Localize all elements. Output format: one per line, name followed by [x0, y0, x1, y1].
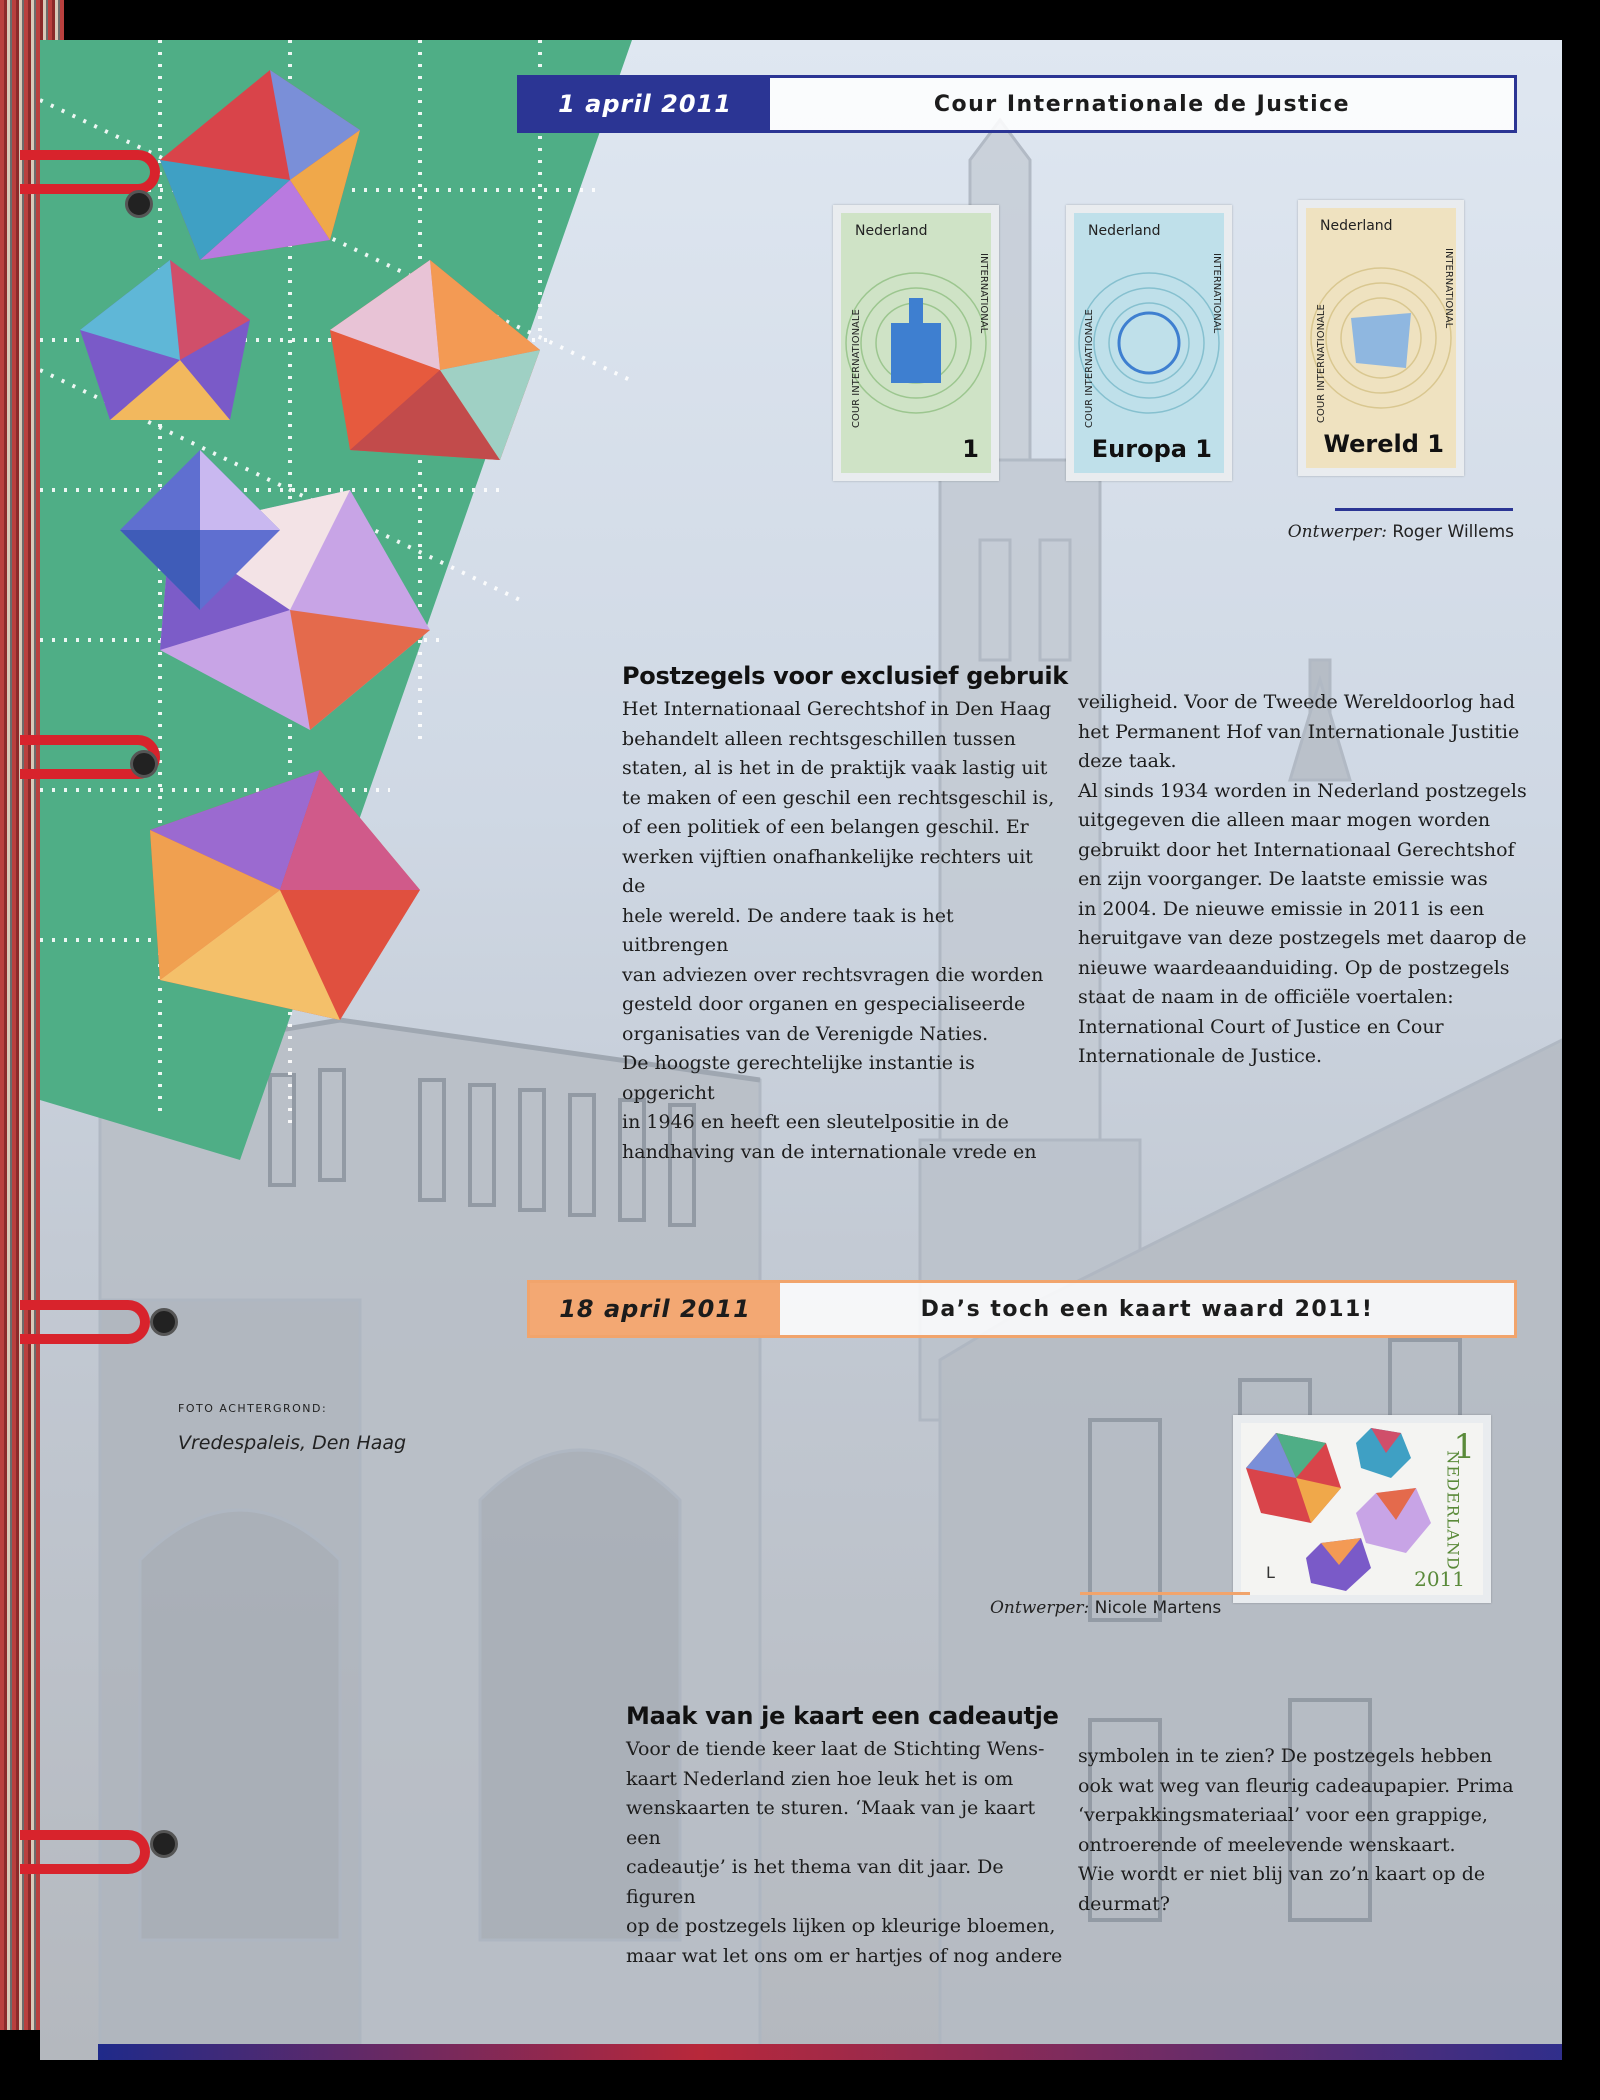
article-1-column-2	[1078, 688, 1528, 1072]
article-line: ook wat weg van fleurig cadeaupapier. Prima	[1078, 1774, 1514, 1797]
svg-text:COUR INTERNATIONALE: COUR INTERNATIONALE	[851, 309, 862, 428]
article-line: International Court of Justice en Cour	[1078, 1015, 1444, 1038]
designer-credit-2	[990, 1598, 1221, 1618]
svg-text:INTERNATIONAL: INTERNATIONAL	[1211, 253, 1222, 334]
article-line: of een politiek of een belangen geschil. Er	[622, 816, 1029, 838]
designer-label: Ontwerper:	[1287, 522, 1388, 542]
article-line: Al sinds 1934 worden in Nederland postzegels	[1078, 779, 1527, 802]
article-line: hele wereld. De andere taak is het uitbrengen	[622, 904, 954, 956]
article-line: en zijn voorganger. De laatste emissie was	[1078, 868, 1488, 890]
article-line: werken vijftien onafhankelijke rechters uit de	[622, 845, 1033, 897]
article-heading-2: Maak van je kaart een cadeautje	[626, 1702, 1059, 1730]
article-1-column-1	[622, 695, 1062, 1167]
binder-ring-3	[20, 1300, 150, 1344]
article-line: nieuwe waardeaanduiding. Op de postzegels	[1078, 956, 1510, 979]
svg-text:L: L	[1266, 1563, 1275, 1582]
section-title: Cour Internationale de Justice	[770, 78, 1514, 130]
stamp-country: Nederland	[855, 223, 928, 239]
stamp-cij-design	[1306, 208, 1456, 468]
article-line: staten, al is het in de praktijk vaak lastig uit	[622, 757, 1048, 779]
stamp-country: Nederland	[1320, 218, 1393, 234]
article-line: in 2004. De nieuwe emissie in 2011 is een	[1078, 897, 1485, 920]
stamp-cij-1	[833, 205, 999, 481]
article-line: uitgegeven die alleen maar mogen worden	[1078, 809, 1491, 831]
article-line: kaart Nederland zien hoe leuk het is om	[626, 1767, 1014, 1790]
section-title: Da’s toch een kaart waard 2011!	[780, 1283, 1514, 1335]
stamp-value: 1	[1453, 1427, 1475, 1467]
article-2-column-2	[1078, 1742, 1528, 1919]
article-2-column-1	[626, 1735, 1066, 1971]
stamp-value: Europa 1	[1091, 435, 1212, 463]
article-line: op de postzegels lijken op kleurige bloemen,	[626, 1915, 1056, 1937]
designer-rule	[1080, 1592, 1250, 1595]
article-line: Voor de tiende keer laat de Stichting Wens-	[626, 1738, 1045, 1760]
designer-label: Ontwerper:	[990, 1598, 1090, 1618]
binder-hole-2	[130, 750, 158, 778]
svg-text:COUR INTERNATIONALE: COUR INTERNATIONALE	[1316, 304, 1327, 423]
page-bottom-stripe	[98, 2044, 1562, 2060]
article-line: ‘verpakkingsmateriaal’ voor een grappige,	[1078, 1804, 1488, 1826]
article-line: deze taak.	[1078, 750, 1177, 772]
article-line: behandelt alleen rechtsgeschillen tussen	[622, 727, 1016, 750]
article-line: handhaving van de internationale vrede en	[622, 1140, 1037, 1163]
designer-name: Roger Willems	[1392, 522, 1514, 542]
binder-ring-4	[20, 1830, 150, 1874]
svg-text:INTERNATIONAL: INTERNATIONAL	[978, 253, 989, 334]
stamp-year: 2011	[1414, 1567, 1465, 1591]
article-line: organisaties van de Verenigde Naties.	[622, 1022, 989, 1045]
article-line: het Permanent Hof van Internationale Justitie	[1078, 720, 1520, 743]
article-line: De hoogste gerechtelijke instantie is opgericht	[622, 1052, 975, 1104]
binder-hole-3	[150, 1308, 178, 1336]
binder-hole-1	[125, 190, 153, 218]
article-line: symbolen in te zien? De postzegels hebben	[1078, 1745, 1493, 1767]
album-page	[40, 40, 1562, 2060]
stamp-value: 1	[962, 435, 979, 463]
stamp-cij-design	[1074, 213, 1224, 473]
photo-caption-text: Vredespaleis, Den Haag	[178, 1432, 407, 1454]
binder-ring-1	[20, 150, 160, 194]
article-line: maar wat let ons om er hartjes of nog andere	[626, 1944, 1063, 1967]
article-line: Wie wordt er niet blij van zo’n kaart op de	[1078, 1863, 1486, 1885]
stamp-wenskaart	[1233, 1415, 1491, 1603]
stamp-country: NEDERLAND	[1443, 1450, 1463, 1571]
article-line: cadeautje’ is het thema van dit jaar. De figuren	[626, 1856, 1004, 1908]
article-line: veiligheid. Voor de Tweede Wereldoorlog had	[1078, 691, 1515, 713]
section-date: 1 april 2011	[520, 78, 770, 130]
article-line: heruitgave van deze postzegels met daarop de	[1078, 927, 1527, 949]
article-line: ontroerende of meelevende wenskaart.	[1078, 1833, 1456, 1856]
photo-caption-label: FOTO ACHTERGROND:	[178, 1402, 328, 1415]
section-date: 18 april 2011	[530, 1283, 780, 1335]
stamp-cij-wereld	[1298, 200, 1464, 476]
stamp-country: Nederland	[1088, 223, 1161, 239]
article-line: Internationale de Justice.	[1078, 1045, 1323, 1067]
svg-text:COUR INTERNATIONALE: COUR INTERNATIONALE	[1084, 309, 1095, 428]
stamp-cij-europa	[1066, 205, 1232, 481]
svg-text:INTERNATIONAL: INTERNATIONAL	[1443, 248, 1454, 329]
article-line: van adviezen over rechtsvragen die worden	[622, 963, 1044, 986]
designer-name: Nicole Martens	[1094, 1598, 1222, 1618]
designer-credit-1	[1288, 522, 1514, 542]
stamp-value: Wereld 1	[1323, 430, 1444, 458]
designer-rule	[1335, 508, 1513, 511]
article-heading-1: Postzegels voor exclusief gebruik	[622, 662, 1068, 690]
article-line: in 1946 en heeft een sleutelpositie in de	[622, 1111, 1009, 1133]
article-line: te maken of een geschil een rechtsgeschil is,	[622, 786, 1055, 809]
stamp-cij-design	[841, 213, 991, 473]
article-line: gebruikt door het Internationaal Gerechtshof	[1078, 838, 1515, 861]
section-banner-kaart-waard	[527, 1280, 1517, 1338]
binder-hole-4	[150, 1830, 178, 1858]
article-line: staat de naam in de officiële voertalen:	[1078, 986, 1454, 1008]
article-line: deurmat?	[1078, 1892, 1170, 1915]
article-line: Het Internationaal Gerechtshof in Den Haag	[622, 698, 1052, 720]
section-banner-cour-internationale	[517, 75, 1517, 133]
article-line: wenskaarten te sturen. ‘Maak van je kaart een	[626, 1797, 1036, 1849]
article-line: gesteld door organen en gespecialiseerde	[622, 993, 1026, 1015]
